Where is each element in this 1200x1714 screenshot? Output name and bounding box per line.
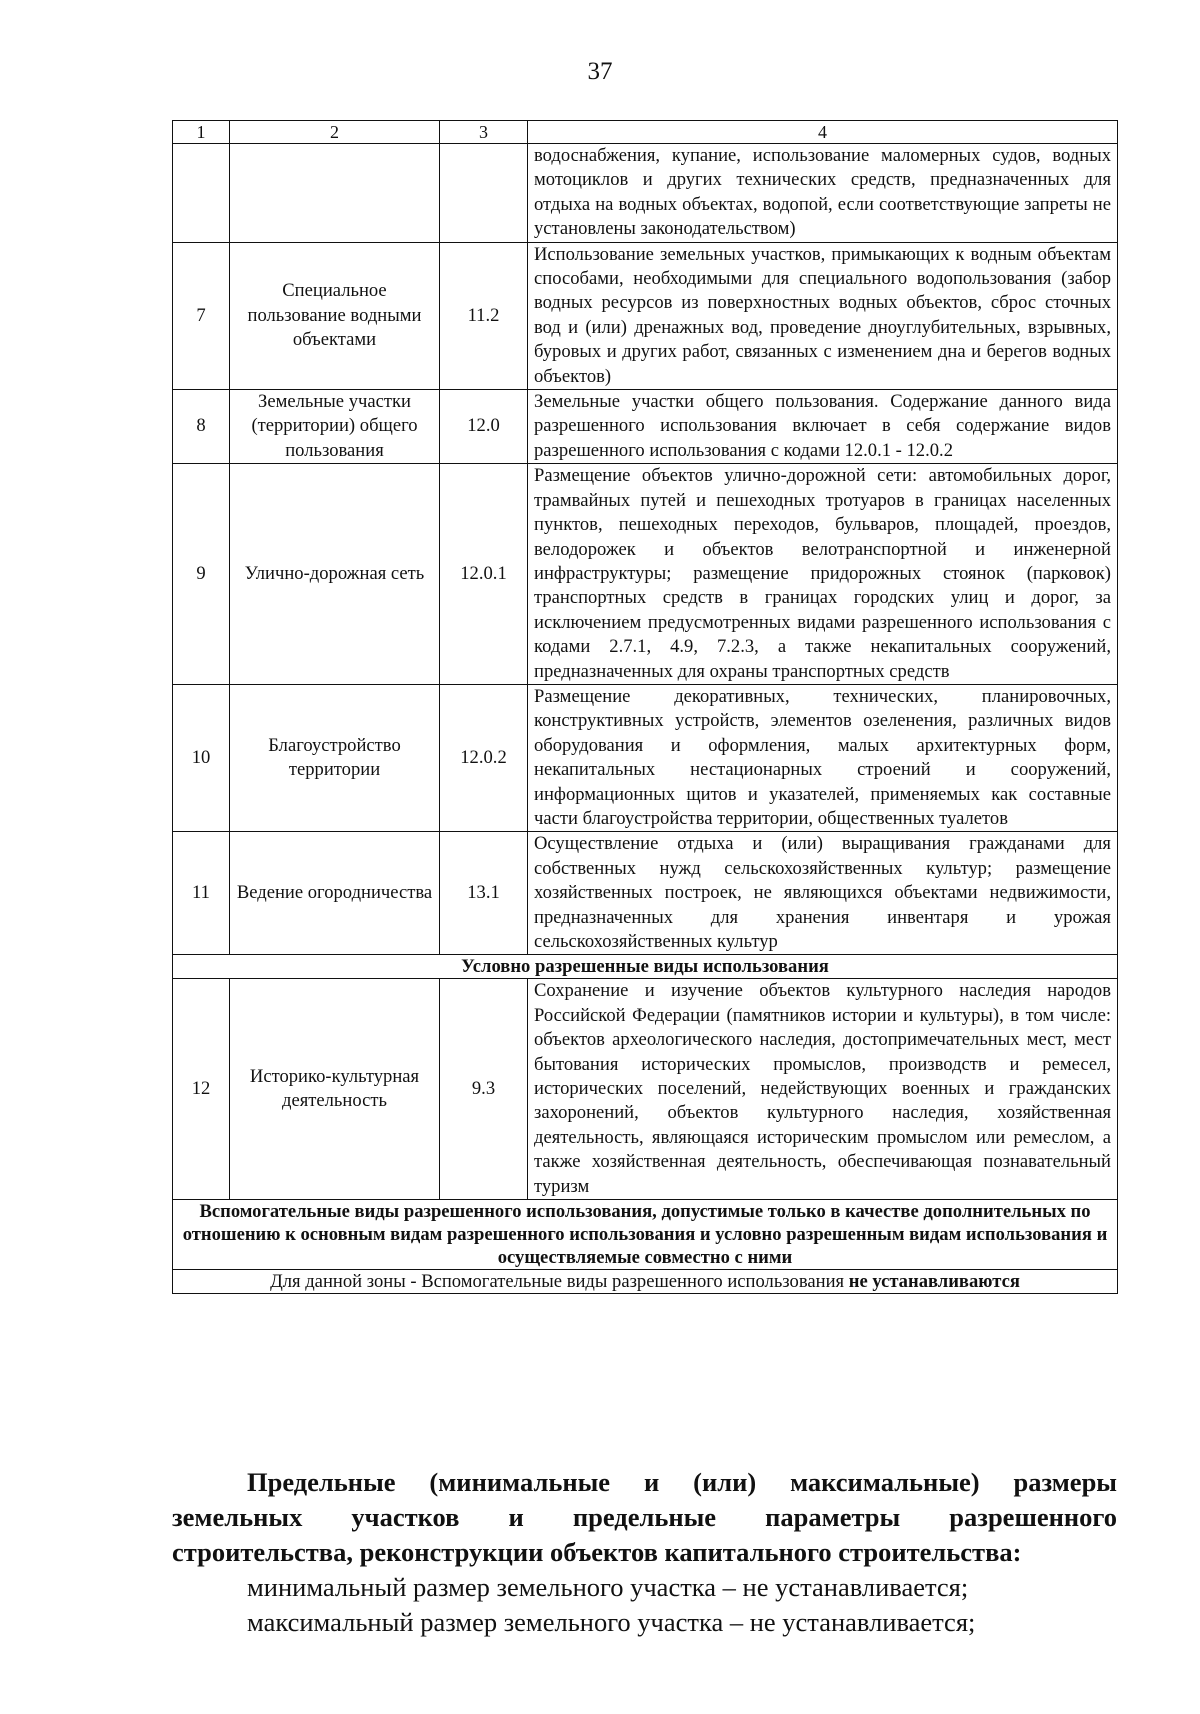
- table-row: [173, 464, 1118, 685]
- auxiliary-note-bold: не устанавливаются: [848, 1271, 1020, 1293]
- limits-heading-line: строительства, реконструкции объектов капитального строительства:: [172, 1537, 1022, 1567]
- table-row: [173, 242, 1118, 389]
- column-header: 3: [440, 121, 528, 144]
- row-code: 12.0.2: [440, 684, 528, 831]
- row-description: Осуществление отдыха и (или) выращивания гражданами для собственных нужд сельскохозяйственных культур; размещение хозяйственных построек, не являющихся объектами недвижимости, предназначенных для хранения инвентаря и урожая сельскохозяйственных культур: [528, 832, 1118, 955]
- row-name: Земельные участки (территории) общего пользования: [230, 390, 440, 464]
- row-number: 9: [173, 464, 230, 685]
- row-description: Земельные участки общего пользования. Содержание данного вида разрешенного использования включает в себя содержание видов разрешенного использования с кодами 12.0.1 - 12.0.2: [528, 390, 1118, 464]
- column-header: 4: [528, 121, 1118, 144]
- section-heading-row: [173, 955, 1118, 979]
- land-use-table: [172, 120, 1118, 1294]
- section-heading-row: [173, 1200, 1118, 1270]
- auxiliary-uses-heading: Вспомогательные виды разрешенного использования, допустимые только в качестве дополнительных по отношению к основным видам разрешенного использования и условно разрешенным видам использования и осуществляемые совместно с ними: [173, 1200, 1118, 1270]
- limits-heading-line: Предельные (минимальные и (или) максимальные) размеры: [247, 1467, 1117, 1497]
- row-number: 12: [173, 979, 230, 1200]
- row-name: Ведение огородничества: [230, 832, 440, 955]
- limits-heading-line: земельных участков и предельные параметры разрешенного: [172, 1502, 1117, 1532]
- row-description: водоснабжения, купание, использование маломерных судов, водных мотоциклов и других технических средств, предназначенных для отдыха на водных объектах, водопой, если соответствующие запреты не установлены законодательством): [528, 144, 1118, 243]
- row-code: 9.3: [440, 979, 528, 1200]
- row-code: 12.0.1: [440, 464, 528, 685]
- column-header: 1: [173, 121, 230, 144]
- table-row: [173, 684, 1118, 831]
- row-name: Благоустройство территории: [230, 684, 440, 831]
- row-code: 12.0: [440, 390, 528, 464]
- row-code: 13.1: [440, 832, 528, 955]
- row-name: Улично-дорожная сеть: [230, 464, 440, 685]
- row-code: 11.2: [440, 242, 528, 389]
- row-name-cell: [230, 144, 440, 243]
- auxiliary-note-prefix: Для данной зоны - Вспомогательные виды разрешенного использования: [270, 1271, 849, 1293]
- row-description: Использование земельных участков, примыкающих к водным объектам способами, необходимыми для специального водопользования (забор водных ресурсов из поверхностных водных объектов, сброс сточных вод и (или) дренажных вод, проведение дноуглубительных, взрывных, буровых и других работ, связанных с изменением дна и берегов водных объектов): [528, 242, 1118, 389]
- row-name: Историко-культурная деятельность: [230, 979, 440, 1200]
- auxiliary-note: [173, 1270, 1118, 1294]
- row-number-cell: [173, 144, 230, 243]
- row-number: 8: [173, 390, 230, 464]
- max-size-line: максимальный размер земельного участка – не устанавливается;: [247, 1607, 976, 1637]
- note-row: [173, 1270, 1118, 1294]
- row-description: Размещение объектов улично-дорожной сети: автомобильных дорог, трамвайных путей и пешеходных тротуаров в границах населенных пунктов, пешеходных переходов, бульваров, площадей, проездов, велодорожек и объектов велотранспортной и инженерной инфраструктуры; размещение придорожных стоянок (парковок) транспортных средств в границах городских улиц и дорог, за исключением предусмотренных видами разрешенного использования с кодами 2.7.1, 4.9, 7.2.3, а также некапитальных сооружений, предназначенных для охраны транспортных средств: [528, 464, 1118, 685]
- min-size-line: минимальный размер земельного участка – не устанавливается;: [247, 1572, 969, 1602]
- row-code-cell: [440, 144, 528, 243]
- conditional-uses-heading: Условно разрешенные виды использования: [173, 955, 1118, 979]
- table-row: [173, 390, 1118, 464]
- column-header: 2: [230, 121, 440, 144]
- table-row: [173, 979, 1118, 1200]
- row-number: 10: [173, 684, 230, 831]
- table-row: [173, 144, 1118, 243]
- row-name: Специальное пользование водными объектами: [230, 242, 440, 389]
- row-number: 11: [173, 832, 230, 955]
- row-description: Размещение декоративных, технических, планировочных, конструктивных устройств, элементов озеленения, различных видов оборудования и оформления, малых архитектурных форм, некапитальных нестационарных строений и сооружений, информационных щитов и указателей, применяемых как составные части благоустройства территории, общественных туалетов: [528, 684, 1118, 831]
- table-row: [173, 832, 1118, 955]
- limits-section: [172, 1465, 1117, 1640]
- table-header-row: [173, 121, 1118, 144]
- row-description: Сохранение и изучение объектов культурного наследия народов Российской Федерации (памятников истории и культуры), в том числе: объектов археологического наследия, достопримечательных мест, мест бытования исторических промыслов, производств и ремесел, исторических поселений, недействующих военных и гражданских захоронений, объектов культурного наследия, хозяйственная деятельность, являющаяся историческим промыслом или ремеслом, а также хозяйственная деятельность, обеспечивающая познавательный туризм: [528, 979, 1118, 1200]
- page-number: 37: [587, 58, 613, 85]
- row-number: 7: [173, 242, 230, 389]
